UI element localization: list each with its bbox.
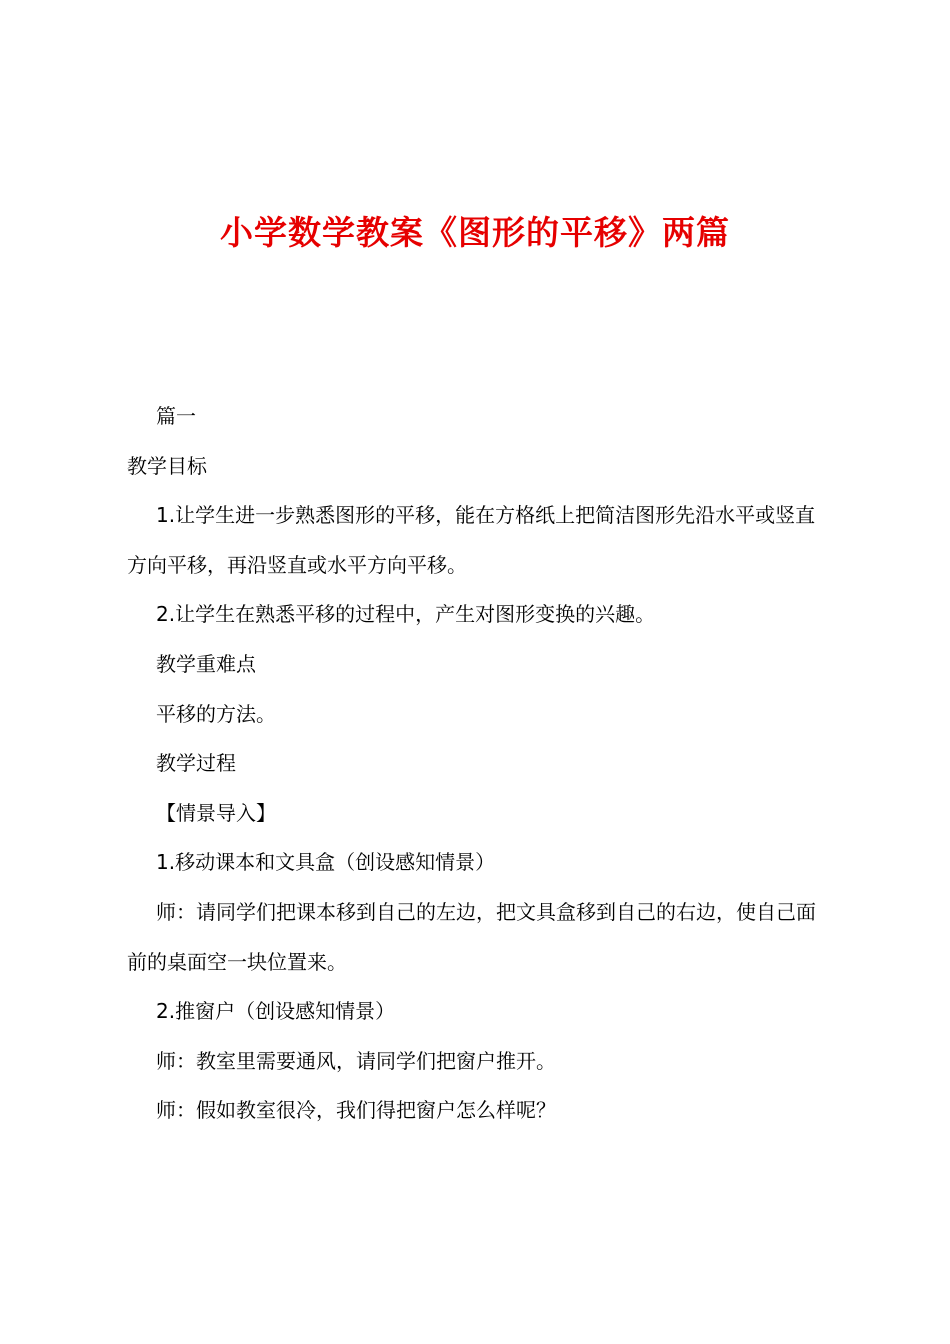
paragraph: 1.移动课本和文具盒（创设感知情景） — [156, 850, 496, 875]
paragraph: 2.推窗户（创设感知情景） — [156, 999, 396, 1024]
paragraph: 教学过程 — [156, 751, 236, 776]
paragraph: 师：假如教室很冷，我们得把窗户怎么样呢？ — [156, 1098, 556, 1123]
document-title: 小学数学教案《图形的平移》两篇 — [220, 213, 730, 252]
paragraph: 篇一 — [156, 404, 196, 428]
document-body — [127, 392, 835, 1136]
paragraph: 师：教室里需要通风，请同学们把窗户推开。 — [156, 1048, 556, 1073]
paragraph: 1.让学生进一步熟悉图形的平移，能在方格纸上把简洁图形先沿水平或竖直方向平移，再沿竖直或水平方向平移。 — [127, 503, 816, 577]
paragraph: 教学目标 — [127, 453, 207, 478]
paragraph: 教学重难点 — [156, 651, 256, 676]
paragraph: 师：请同学们把课本移到自己的左边，把文具盒移到自己的右边，使自己面前的桌面空一块位置来。 — [127, 899, 816, 974]
paragraph: 2.让学生在熟悉平移的过程中，产生对图形变换的兴趣。 — [156, 602, 656, 627]
paragraph: 【情景导入】 — [156, 800, 276, 825]
paragraph: 平移的方法。 — [156, 701, 276, 726]
